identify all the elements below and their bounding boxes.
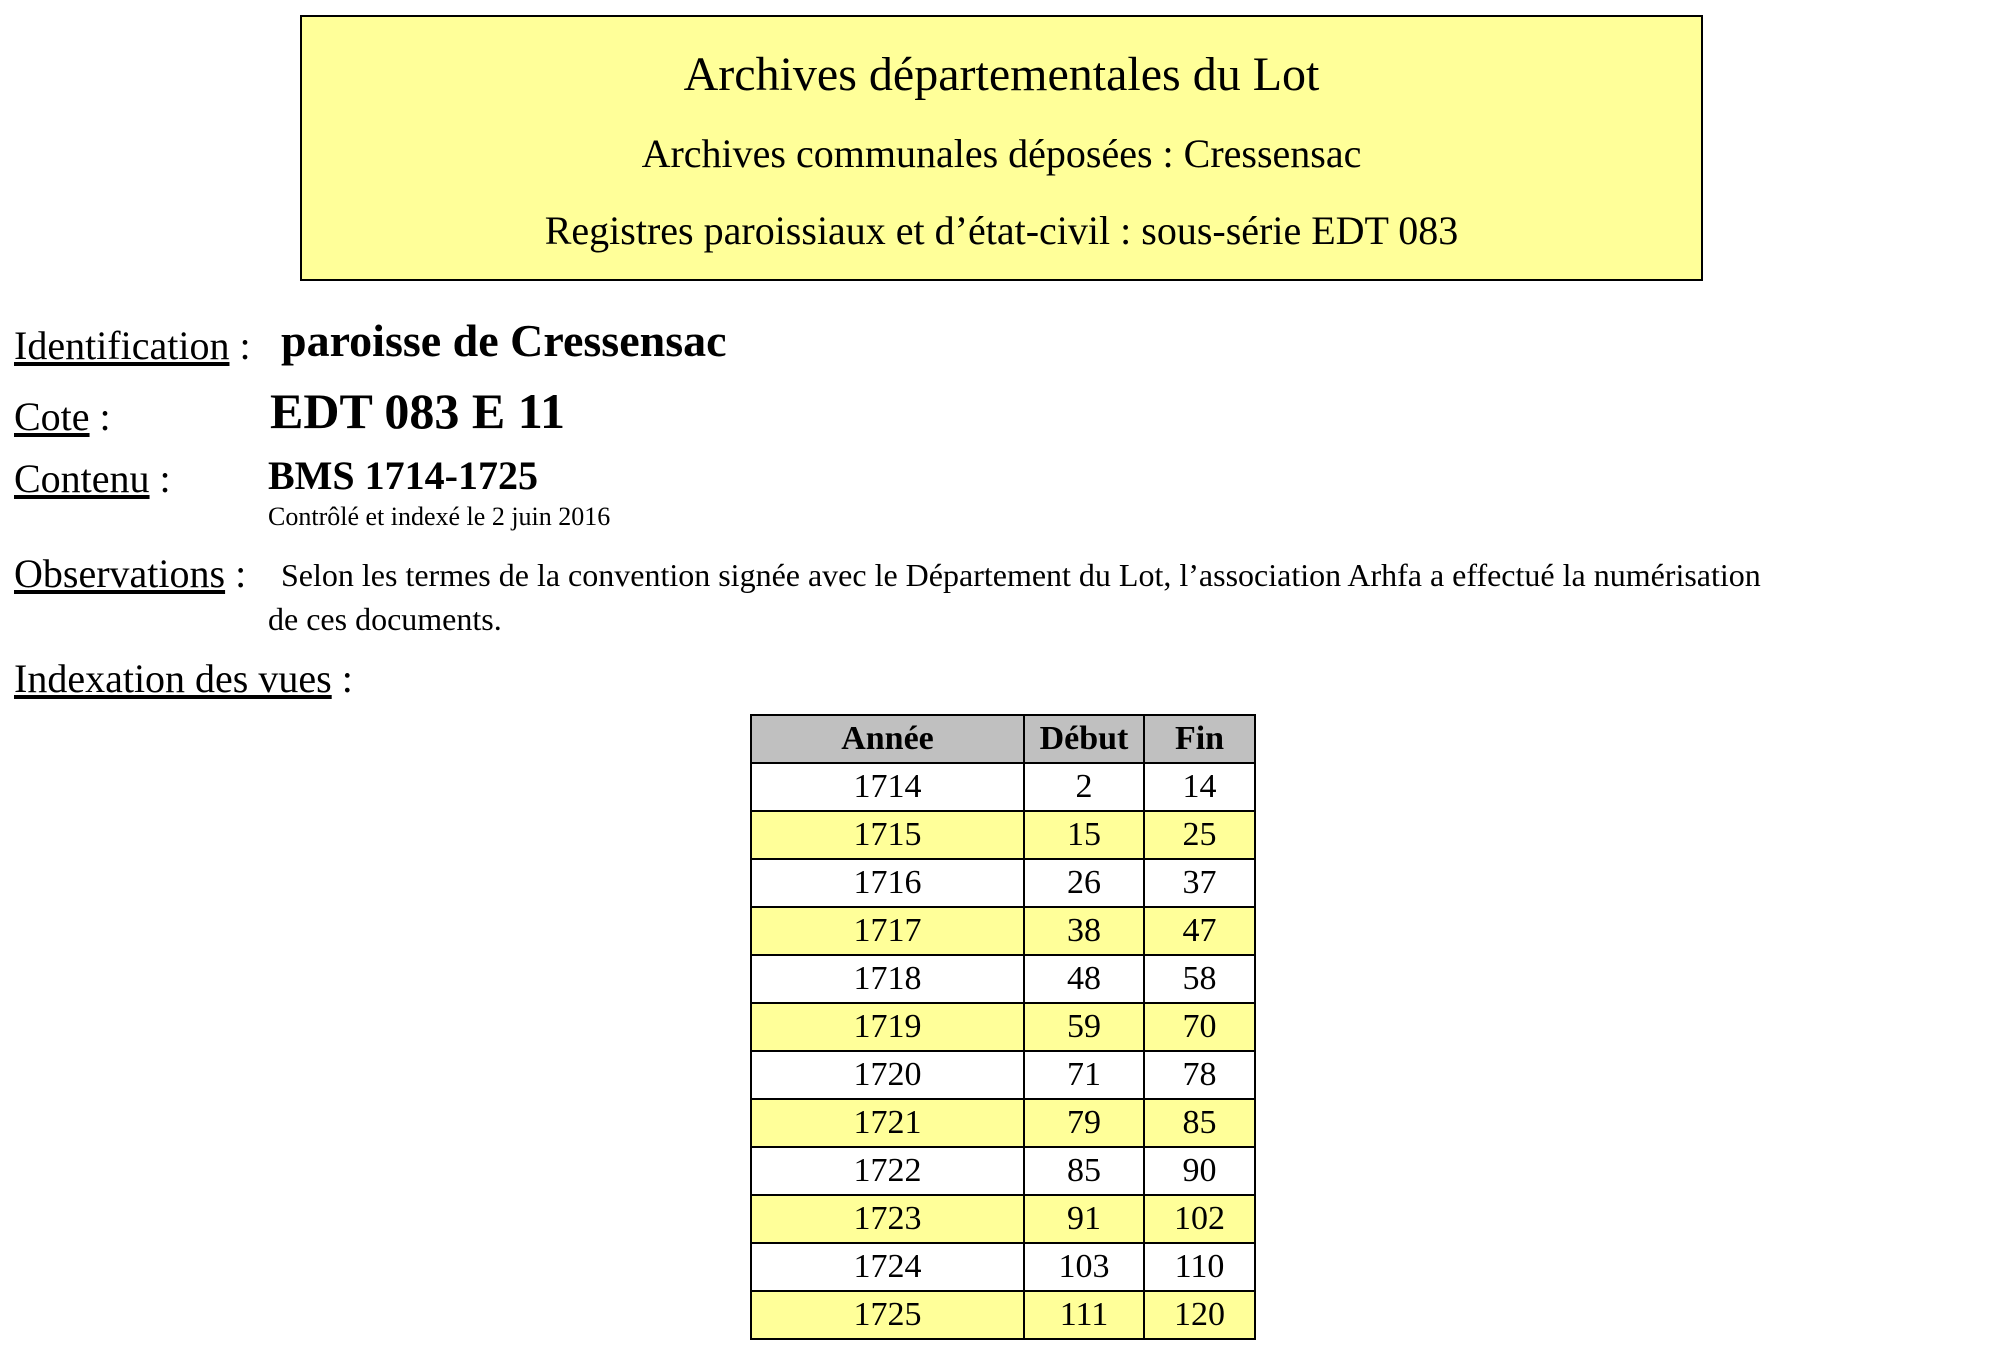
- cote-separator: :: [89, 394, 111, 439]
- table-header-row: [751, 715, 1255, 763]
- cell-annee: 1717: [751, 907, 1024, 955]
- table-row: [751, 907, 1255, 955]
- cell-debut: 79: [1024, 1099, 1144, 1147]
- column-header-debut: Début: [1024, 715, 1144, 763]
- header-subtitle-registres: Registres paroissiaux et d’état-civil : sous-série EDT 083: [544, 208, 1459, 253]
- indexation-table: [750, 714, 1256, 1340]
- header-box: [300, 15, 1703, 281]
- column-header-fin: Fin: [1144, 715, 1255, 763]
- cell-fin: 37: [1144, 859, 1255, 907]
- identification-label: Identification: [14, 323, 230, 368]
- cell-debut: 26: [1024, 859, 1144, 907]
- table-row: [751, 1003, 1255, 1051]
- observations-line-2: de ces documents.: [268, 601, 502, 637]
- cell-fin: 25: [1144, 811, 1255, 859]
- table-row: [751, 1099, 1255, 1147]
- cell-annee: 1724: [751, 1243, 1024, 1291]
- cell-debut: 85: [1024, 1147, 1144, 1195]
- cell-annee: 1722: [751, 1147, 1024, 1195]
- table-row: [751, 1243, 1255, 1291]
- cell-fin: 70: [1144, 1003, 1255, 1051]
- observations-label-row: [14, 551, 247, 596]
- cell-debut: 103: [1024, 1243, 1144, 1291]
- cell-debut: 48: [1024, 955, 1144, 1003]
- cell-annee: 1718: [751, 955, 1024, 1003]
- observations-line-1: Selon les termes de la convention signée avec le Département du Lot, l’association Arhfa a effectué la numérisation: [281, 557, 1761, 593]
- cell-fin: 102: [1144, 1195, 1255, 1243]
- cell-annee: 1714: [751, 763, 1024, 811]
- identification-label-row: [14, 323, 251, 368]
- cell-fin: 110: [1144, 1243, 1255, 1291]
- table-row: [751, 811, 1255, 859]
- contenu-value: BMS 1714-1725: [268, 453, 538, 498]
- observations-separator: :: [225, 551, 247, 596]
- contenu-label: Contenu: [14, 456, 150, 501]
- header-title: Archives départementales du Lot: [683, 48, 1320, 101]
- cell-annee: 1715: [751, 811, 1024, 859]
- identification-value: paroisse de Cressensac: [281, 315, 727, 366]
- cell-annee: 1725: [751, 1291, 1024, 1339]
- cell-fin: 14: [1144, 763, 1255, 811]
- column-header-annee: Année: [751, 715, 1024, 763]
- table-row: [751, 1147, 1255, 1195]
- observations-label: Observations: [14, 551, 226, 596]
- cell-fin: 47: [1144, 907, 1255, 955]
- header-subtitle-communales: Archives communales déposées : Cressensac: [641, 131, 1362, 176]
- observations-text: [268, 553, 1993, 641]
- cell-debut: 71: [1024, 1051, 1144, 1099]
- table-row: [751, 1195, 1255, 1243]
- cell-annee: 1719: [751, 1003, 1024, 1051]
- cell-fin: 120: [1144, 1291, 1255, 1339]
- table-row: [751, 1051, 1255, 1099]
- indexation-separator: :: [331, 656, 353, 701]
- cell-debut: 91: [1024, 1195, 1144, 1243]
- indexation-label-row: [14, 656, 353, 701]
- table-row: [751, 1291, 1255, 1339]
- contenu-separator: :: [149, 456, 171, 501]
- cell-fin: 90: [1144, 1147, 1255, 1195]
- cell-annee: 1716: [751, 859, 1024, 907]
- cell-fin: 58: [1144, 955, 1255, 1003]
- table-row: [751, 763, 1255, 811]
- cote-value: EDT 083 E 11: [270, 383, 565, 439]
- cote-label: Cote: [14, 394, 90, 439]
- indexation-label: Indexation des vues: [14, 656, 332, 701]
- controle-date: Contrôlé et indexé le 2 juin 2016: [268, 502, 611, 531]
- cote-label-row: [14, 394, 111, 439]
- cell-annee: 1721: [751, 1099, 1024, 1147]
- cell-debut: 2: [1024, 763, 1144, 811]
- cell-debut: 59: [1024, 1003, 1144, 1051]
- table-row: [751, 859, 1255, 907]
- cell-debut: 111: [1024, 1291, 1144, 1339]
- table-row: [751, 955, 1255, 1003]
- cell-annee: 1723: [751, 1195, 1024, 1243]
- cell-fin: 85: [1144, 1099, 1255, 1147]
- contenu-label-row: [14, 456, 171, 501]
- cell-fin: 78: [1144, 1051, 1255, 1099]
- identification-separator: :: [229, 323, 251, 368]
- cell-debut: 38: [1024, 907, 1144, 955]
- cell-debut: 15: [1024, 811, 1144, 859]
- cell-annee: 1720: [751, 1051, 1024, 1099]
